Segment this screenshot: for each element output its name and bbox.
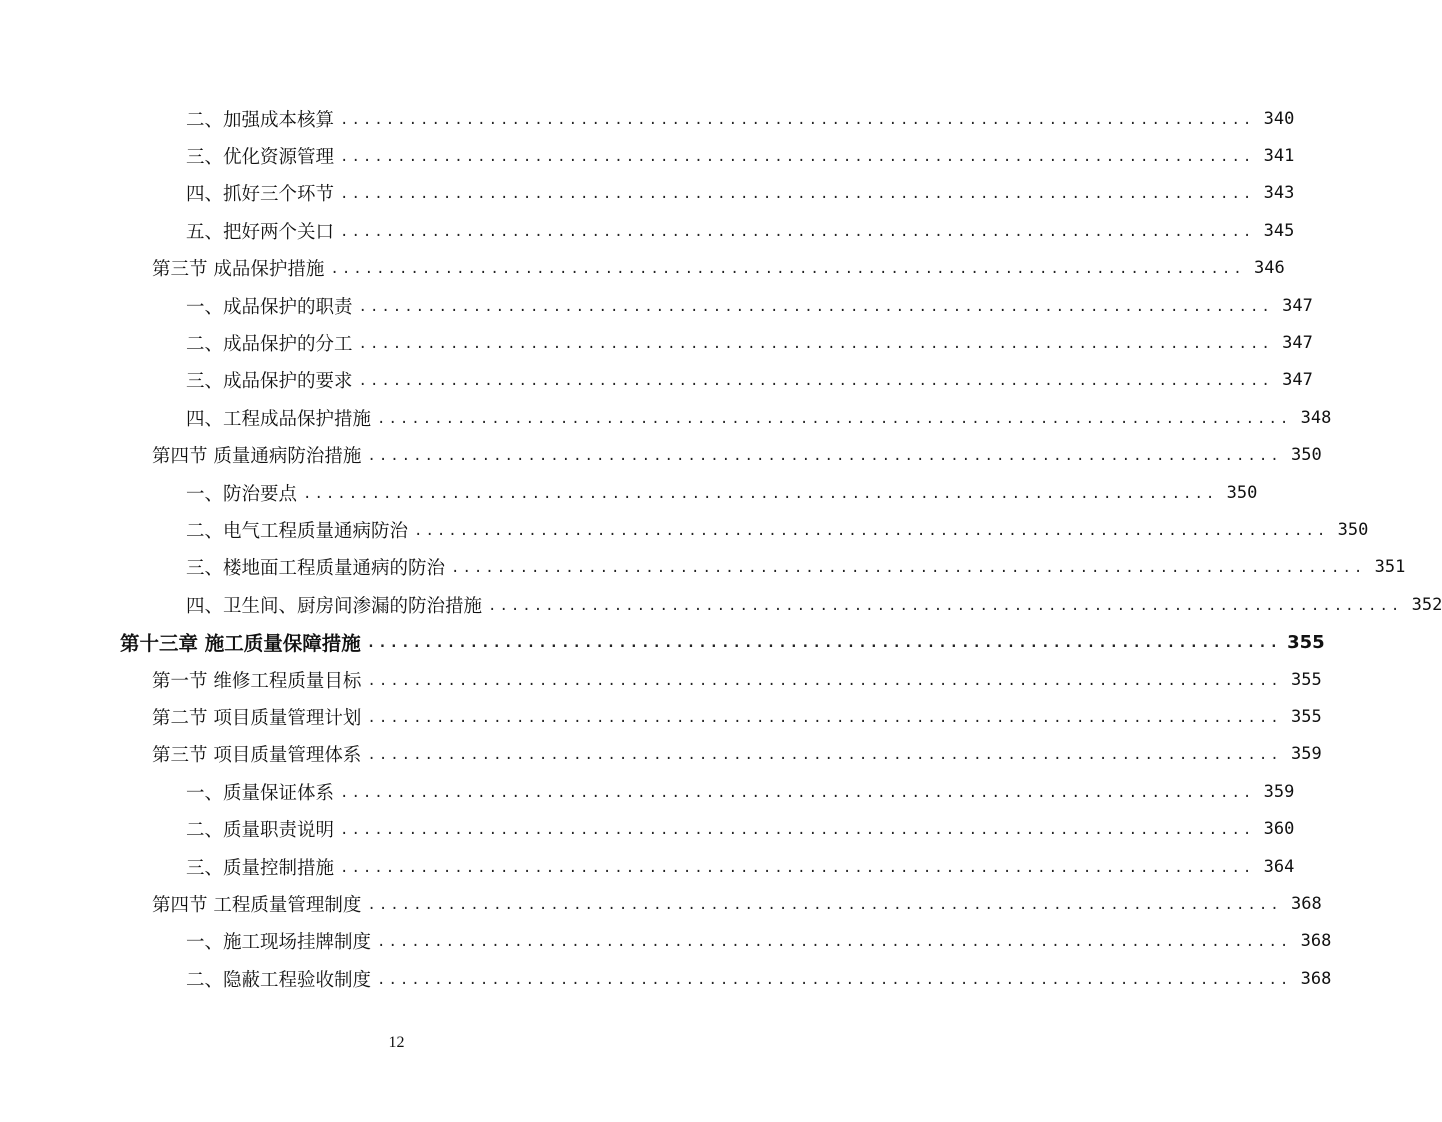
toc-entry-page: 350 [1290, 445, 1322, 466]
toc-entry-page: 352 [1411, 594, 1442, 615]
toc-subsection-entry[interactable] [0, 586, 1442, 623]
toc-entry-page: 341 [1263, 146, 1295, 167]
toc-entry-page: 350 [1337, 519, 1369, 540]
toc-entry-label: 一、防治要点 [186, 483, 298, 505]
toc-entry-label: 三、成品保护的要求 [186, 371, 353, 393]
toc-leader-dots: ................................................................................ [451, 560, 1366, 577]
toc-subsection-entry[interactable] [0, 511, 1369, 548]
toc-leader-dots: ................................................................................ [358, 336, 1273, 353]
toc-leader-dots: ................................................................................ [330, 261, 1245, 278]
toc-entry-page: 350 [1226, 482, 1258, 503]
toc-entry-label: 第二节 项目质量管理计划 [152, 707, 362, 729]
toc-entry-page: 340 [1263, 108, 1295, 129]
toc-entry-label: 二、成品保护的分工 [186, 334, 353, 356]
toc-entry-label: 三、楼地面工程质量通病的防治 [186, 558, 446, 580]
toc-subsection-entry[interactable] [0, 848, 1295, 885]
toc-subsection-entry[interactable] [0, 474, 1258, 511]
toc-entry-page: 348 [1300, 407, 1332, 428]
toc-entry-page: 355 [1287, 631, 1325, 653]
toc-leader-dots: ................................................................................ [377, 934, 1292, 951]
toc-subsection-entry[interactable] [0, 810, 1295, 847]
toc-subsection-entry[interactable] [0, 175, 1295, 212]
toc-entry-label: 第一节 维修工程质量目标 [152, 670, 362, 692]
toc-entry-label: 第四节 工程质量管理制度 [152, 894, 362, 916]
toc-entry-page: 347 [1282, 370, 1313, 391]
toc-entry-page: 368 [1300, 931, 1332, 952]
toc-section-entry[interactable] [0, 885, 1322, 922]
toc-entry-page: 368 [1290, 893, 1322, 914]
toc-entry-page: 359 [1263, 781, 1295, 802]
toc-subsection-entry[interactable] [0, 773, 1295, 810]
toc-entry-page: 345 [1263, 220, 1295, 241]
toc-section-entry[interactable] [0, 437, 1322, 474]
toc-entry-label: 三、优化资源管理 [186, 147, 335, 169]
toc-leader-dots: ................................................................................ [488, 597, 1403, 614]
page-number: 12 [388, 1034, 405, 1051]
toc-entry-label: 四、工程成品保护措施 [186, 408, 372, 430]
toc-leader-dots: ................................................................................ [367, 672, 1282, 689]
toc-leader-dots: ................................................................................ [367, 747, 1282, 764]
toc-leader-dots: ................................................................................ [340, 784, 1255, 801]
toc-leader-dots: ................................................................................ [367, 709, 1282, 726]
toc-entry-label: 三、质量控制措施 [186, 857, 335, 879]
toc-subsection-entry[interactable] [0, 212, 1295, 249]
toc-leader-dots: ................................................................................ [367, 448, 1282, 465]
toc-leader-dots: ................................................................................ [414, 522, 1329, 539]
toc-entry-page: 355 [1290, 669, 1322, 690]
toc-entry-page: 347 [1282, 295, 1313, 316]
toc-subsection-entry[interactable] [0, 100, 1295, 137]
toc-chapter-entry[interactable] [0, 623, 1325, 660]
toc-leader-dots: ................................................................................ [340, 149, 1255, 166]
toc-section-entry[interactable] [0, 661, 1322, 698]
toc-section-entry[interactable] [0, 250, 1285, 287]
toc-entry-page: 368 [1300, 968, 1332, 989]
toc-subsection-entry[interactable] [0, 960, 1332, 997]
toc-subsection-entry[interactable] [0, 137, 1295, 174]
toc-entry-label: 五、把好两个关口 [186, 221, 335, 243]
toc-leader-dots: ................................................................................ [340, 111, 1255, 128]
toc-subsection-entry[interactable] [0, 549, 1406, 586]
toc-entry-label: 第三节 成品保护措施 [152, 259, 325, 281]
toc-entry-label: 第十三章 施工质量保障措施 [120, 632, 361, 656]
toc-entry-label: 二、质量职责说明 [186, 820, 335, 842]
toc-subsection-entry[interactable] [0, 399, 1332, 436]
toc-subsection-entry[interactable] [0, 923, 1332, 960]
toc-subsection-entry[interactable] [0, 287, 1313, 324]
toc-entry-label: 四、抓好三个环节 [186, 184, 335, 206]
toc-leader-dots: ................................................................................ [340, 859, 1255, 876]
toc-entry-label: 第三节 项目质量管理体系 [152, 745, 362, 767]
toc-leader-dots: ................................................................................ [358, 373, 1273, 390]
toc-section-entry[interactable] [0, 736, 1322, 773]
toc-entry-page: 346 [1253, 258, 1285, 279]
toc-entry-label: 四、卫生间、厨房间渗漏的防治措施 [186, 595, 483, 617]
toc-entry-label: 二、隐蔽工程验收制度 [186, 969, 372, 991]
toc-entry-label: 一、施工现场挂牌制度 [186, 932, 372, 954]
toc-entry-page: 364 [1263, 856, 1295, 877]
toc-entry-label: 第四节 质量通病防治措施 [152, 446, 362, 468]
toc-entry-page: 359 [1290, 744, 1322, 765]
table-of-contents [0, 100, 1442, 997]
toc-subsection-entry[interactable] [0, 324, 1313, 361]
toc-entry-label: 一、成品保护的职责 [186, 296, 353, 318]
toc-entry-label: 二、电气工程质量通病防治 [186, 520, 409, 542]
toc-subsection-entry[interactable] [0, 362, 1313, 399]
toc-leader-dots: ................................................................................ [303, 485, 1218, 502]
toc-entry-page: 347 [1282, 333, 1313, 354]
toc-entry-label: 一、质量保证体系 [186, 782, 335, 804]
toc-entry-page: 351 [1374, 557, 1406, 578]
toc-leader-dots: ................................................................................ [340, 186, 1255, 203]
toc-entry-page: 360 [1263, 819, 1295, 840]
toc-leader-dots: ................................................................................ [340, 822, 1255, 839]
toc-section-entry[interactable] [0, 698, 1322, 735]
toc-leader-dots: ................................................................................ [377, 410, 1292, 427]
toc-leader-dots: ................................................................................ [366, 635, 1282, 652]
toc-entry-label: 二、加强成本核算 [186, 109, 335, 131]
toc-leader-dots: ................................................................................ [367, 896, 1282, 913]
toc-leader-dots: ................................................................................ [358, 298, 1273, 315]
toc-leader-dots: ................................................................................ [340, 223, 1255, 240]
toc-entry-page: 355 [1290, 706, 1322, 727]
toc-entry-page: 343 [1263, 183, 1295, 204]
toc-leader-dots: ................................................................................ [377, 971, 1292, 988]
